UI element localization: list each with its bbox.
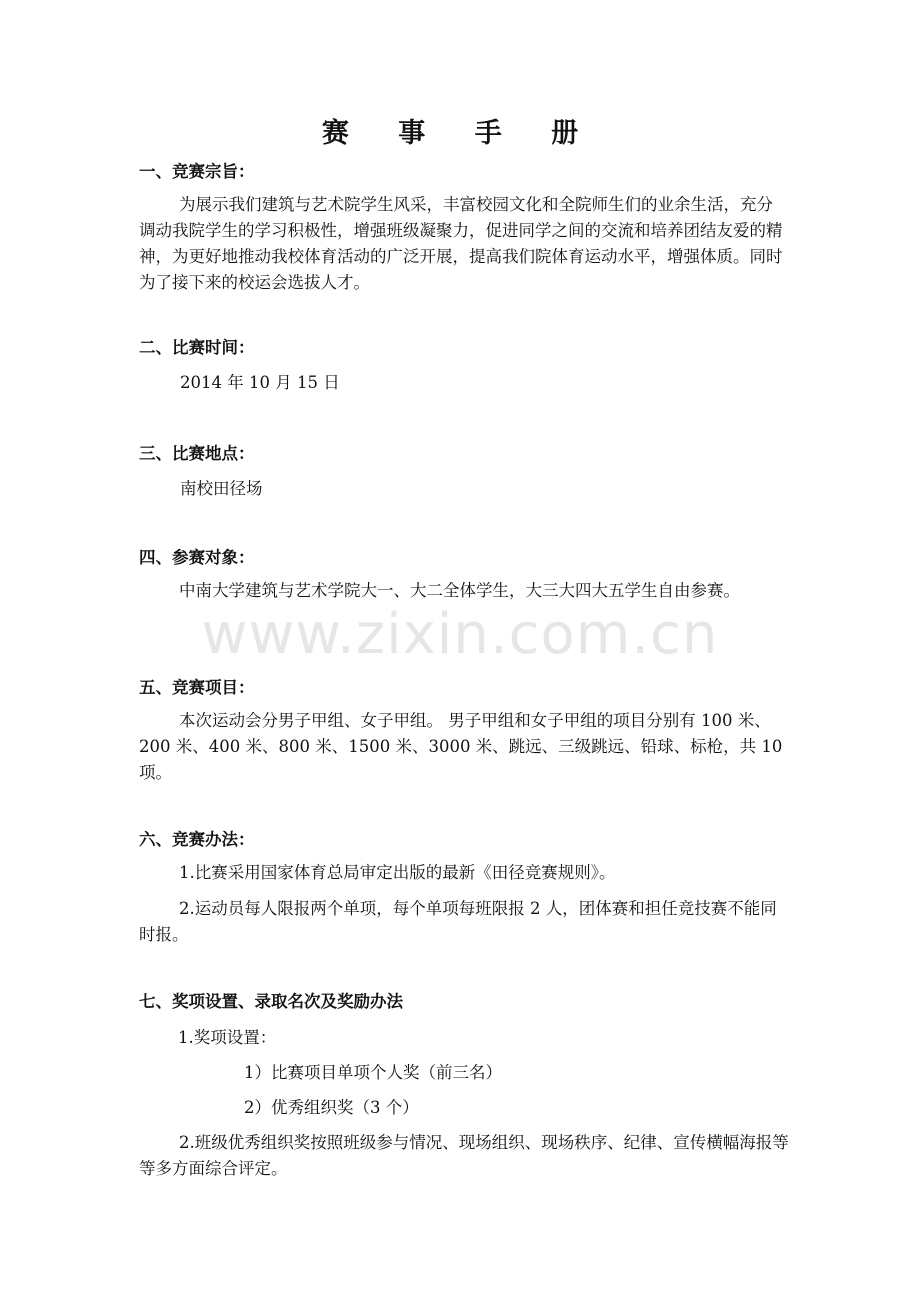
- rules-item-2: 2.运动员每人限报两个单项，每个单项每班限报 2 人，团体赛和担任竞技赛不能同时报。: [139, 899, 777, 944]
- section-heading-purpose: 一、竞赛宗旨：: [139, 162, 255, 181]
- section-heading-awards: 七、奖项设置、录取名次及奖励办法: [139, 992, 403, 1011]
- section-heading-events: 五、竞赛项目：: [139, 678, 255, 697]
- watermark: www.zixin.com.cn: [201, 602, 719, 667]
- section-text-location: 南校田径场: [180, 479, 263, 498]
- awards-item-2: 2.班级优秀组织奖按照班级参与情况、现场组织、现场秩序、纪律、宣传横幅海报等等多方面综合评定。: [139, 1133, 789, 1178]
- section-paragraph-participants: 中南大学建筑与艺术学院大一、大二全体学生，大三大四大五学生自由参赛。: [179, 581, 740, 600]
- page-title: 赛 事 手 册: [321, 118, 599, 149]
- section-text-time: 2014 年 10 月 15 日: [180, 373, 340, 392]
- awards-sub-item-2: 2）优秀组织奖（3 个）: [244, 1098, 419, 1117]
- section-heading-location: 三、比赛地点：: [139, 444, 255, 463]
- section-paragraph-events: 本次运动会分男子甲组、女子甲组。 男子甲组和女子甲组的项目分别有 100 米、200 米、400 米、800 米、1500 米、3000 米、跳远、三级跳远、铅球、标枪，共 10 项。: [139, 711, 783, 782]
- awards-sub-item-1: 1）比赛项目单项个人奖（前三名）: [244, 1063, 502, 1082]
- rules-item-1: 1.比赛采用国家体育总局审定出版的最新《田径竞赛规则》。: [179, 863, 616, 882]
- section-heading-participants: 四、参赛对象：: [139, 548, 255, 567]
- awards-item-1: 1.奖项设置：: [178, 1028, 277, 1047]
- section-heading-rules: 六、竞赛办法：: [139, 830, 255, 849]
- section-paragraph-purpose: 为展示我们建筑与艺术院学生风采，丰富校园文化和全院师生们的业余生活，充分调动我院学生的学习积极性，增强班级凝聚力，促进同学之间的交流和培养团结友爱的精神，为更好地推动我校体育活动的广泛开展，提高我们院体育运动水平，增强体质。同时为了接下来的校运会选拔人才。: [139, 195, 783, 292]
- section-heading-time: 二、比赛时间：: [139, 338, 255, 357]
